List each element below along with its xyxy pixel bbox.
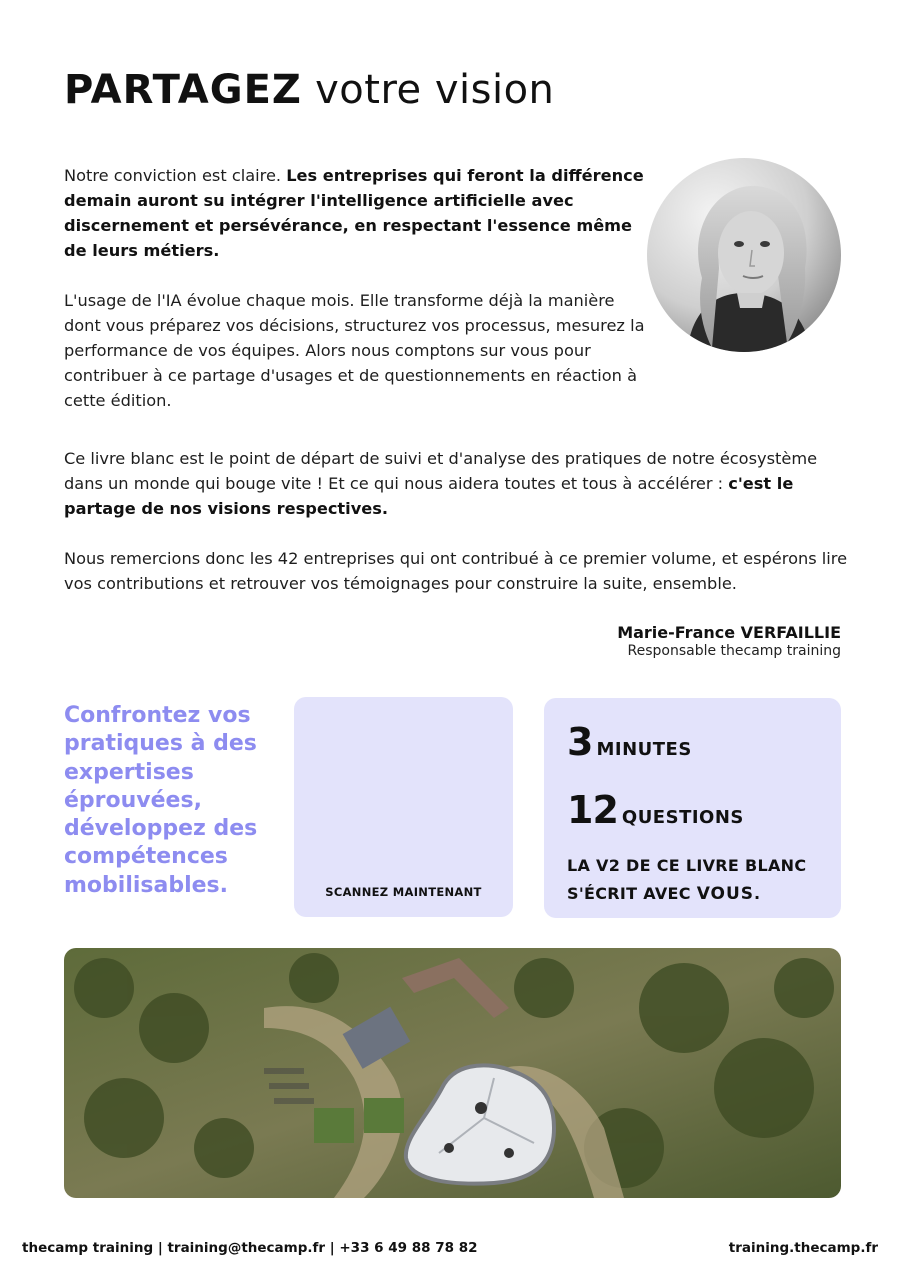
- stat-questions: [567, 788, 744, 832]
- intro-paragraph-2: L'usage de l'IA évolue chaque mois. Elle transforme déjà la manière dont vous préparez vos décisions, structurez vos processus, mesurez la performance de vos équipes. Alors nous comptons sur vous pour contribuer à ce partage d'usages et de questionnements en réaction à cette édition.: [64, 291, 645, 410]
- author-portrait: [647, 158, 841, 352]
- qr-card[interactable]: [294, 697, 513, 917]
- title-rest: votre vision: [315, 67, 555, 113]
- questions-number: 12: [567, 788, 618, 832]
- campus-aerial-photo: [64, 948, 841, 1198]
- qr-label: SCANNEZ MAINTENANT: [325, 885, 482, 899]
- p3-bold: c'est le partage de nos visions respectives.: [64, 474, 794, 518]
- intro-paragraph-1: [64, 163, 649, 263]
- intro-paragraph-3: [64, 446, 844, 521]
- footer-website-link[interactable]: training.thecamp.fr: [728, 1240, 878, 1256]
- signature-name: Marie-France VERFAILLIE: [617, 623, 841, 642]
- survey-cta: [567, 852, 806, 908]
- stat-minutes: [567, 720, 692, 764]
- cta-line-2: [567, 880, 806, 908]
- cta-emphasis: VOUS: [696, 884, 755, 904]
- intro-paragraph-4: Nous remercions donc les 42 entreprises qui ont contribué à ce premier volume, et espérons lire vos contributions et retrouver vos témoignages pour construire la suite, ensemble.: [64, 549, 848, 593]
- p1-lead: Notre conviction est claire.: [64, 166, 287, 185]
- p1-bold: Les entreprises qui feront la différence demain auront su intégrer l'intelligence artificielle avec discernement et persévérance, en respectant l'essence même de leurs métiers.: [64, 166, 644, 260]
- footer-contact: thecamp training | training@thecamp.fr | +33 6 49 88 78 82: [22, 1240, 478, 1256]
- signature-role: Responsable thecamp training: [627, 643, 841, 659]
- cta-end: .: [754, 884, 761, 903]
- cta-line-2-lead: S'ÉCRIT AVEC: [567, 884, 697, 903]
- tagline: Confrontez vos pratiques à des expertises éprouvées, développez des compétences mobilisables.: [64, 703, 258, 898]
- page-title: [64, 64, 554, 116]
- survey-stats-card: [544, 698, 841, 918]
- minutes-number: 3: [567, 720, 593, 764]
- questions-label: QUESTIONS: [621, 807, 744, 828]
- minutes-label: MINUTES: [596, 739, 692, 760]
- title-bold: PARTAGEZ: [64, 67, 302, 113]
- p3-lead: Ce livre blanc est le point de départ de suivi et d'analyse des pratiques de notre écosystème dans un monde qui bouge vite ! Et ce qui nous aidera toutes et tous à accélérer :: [64, 449, 818, 493]
- cta-line-1: LA V2 DE CE LIVRE BLANC: [567, 856, 807, 875]
